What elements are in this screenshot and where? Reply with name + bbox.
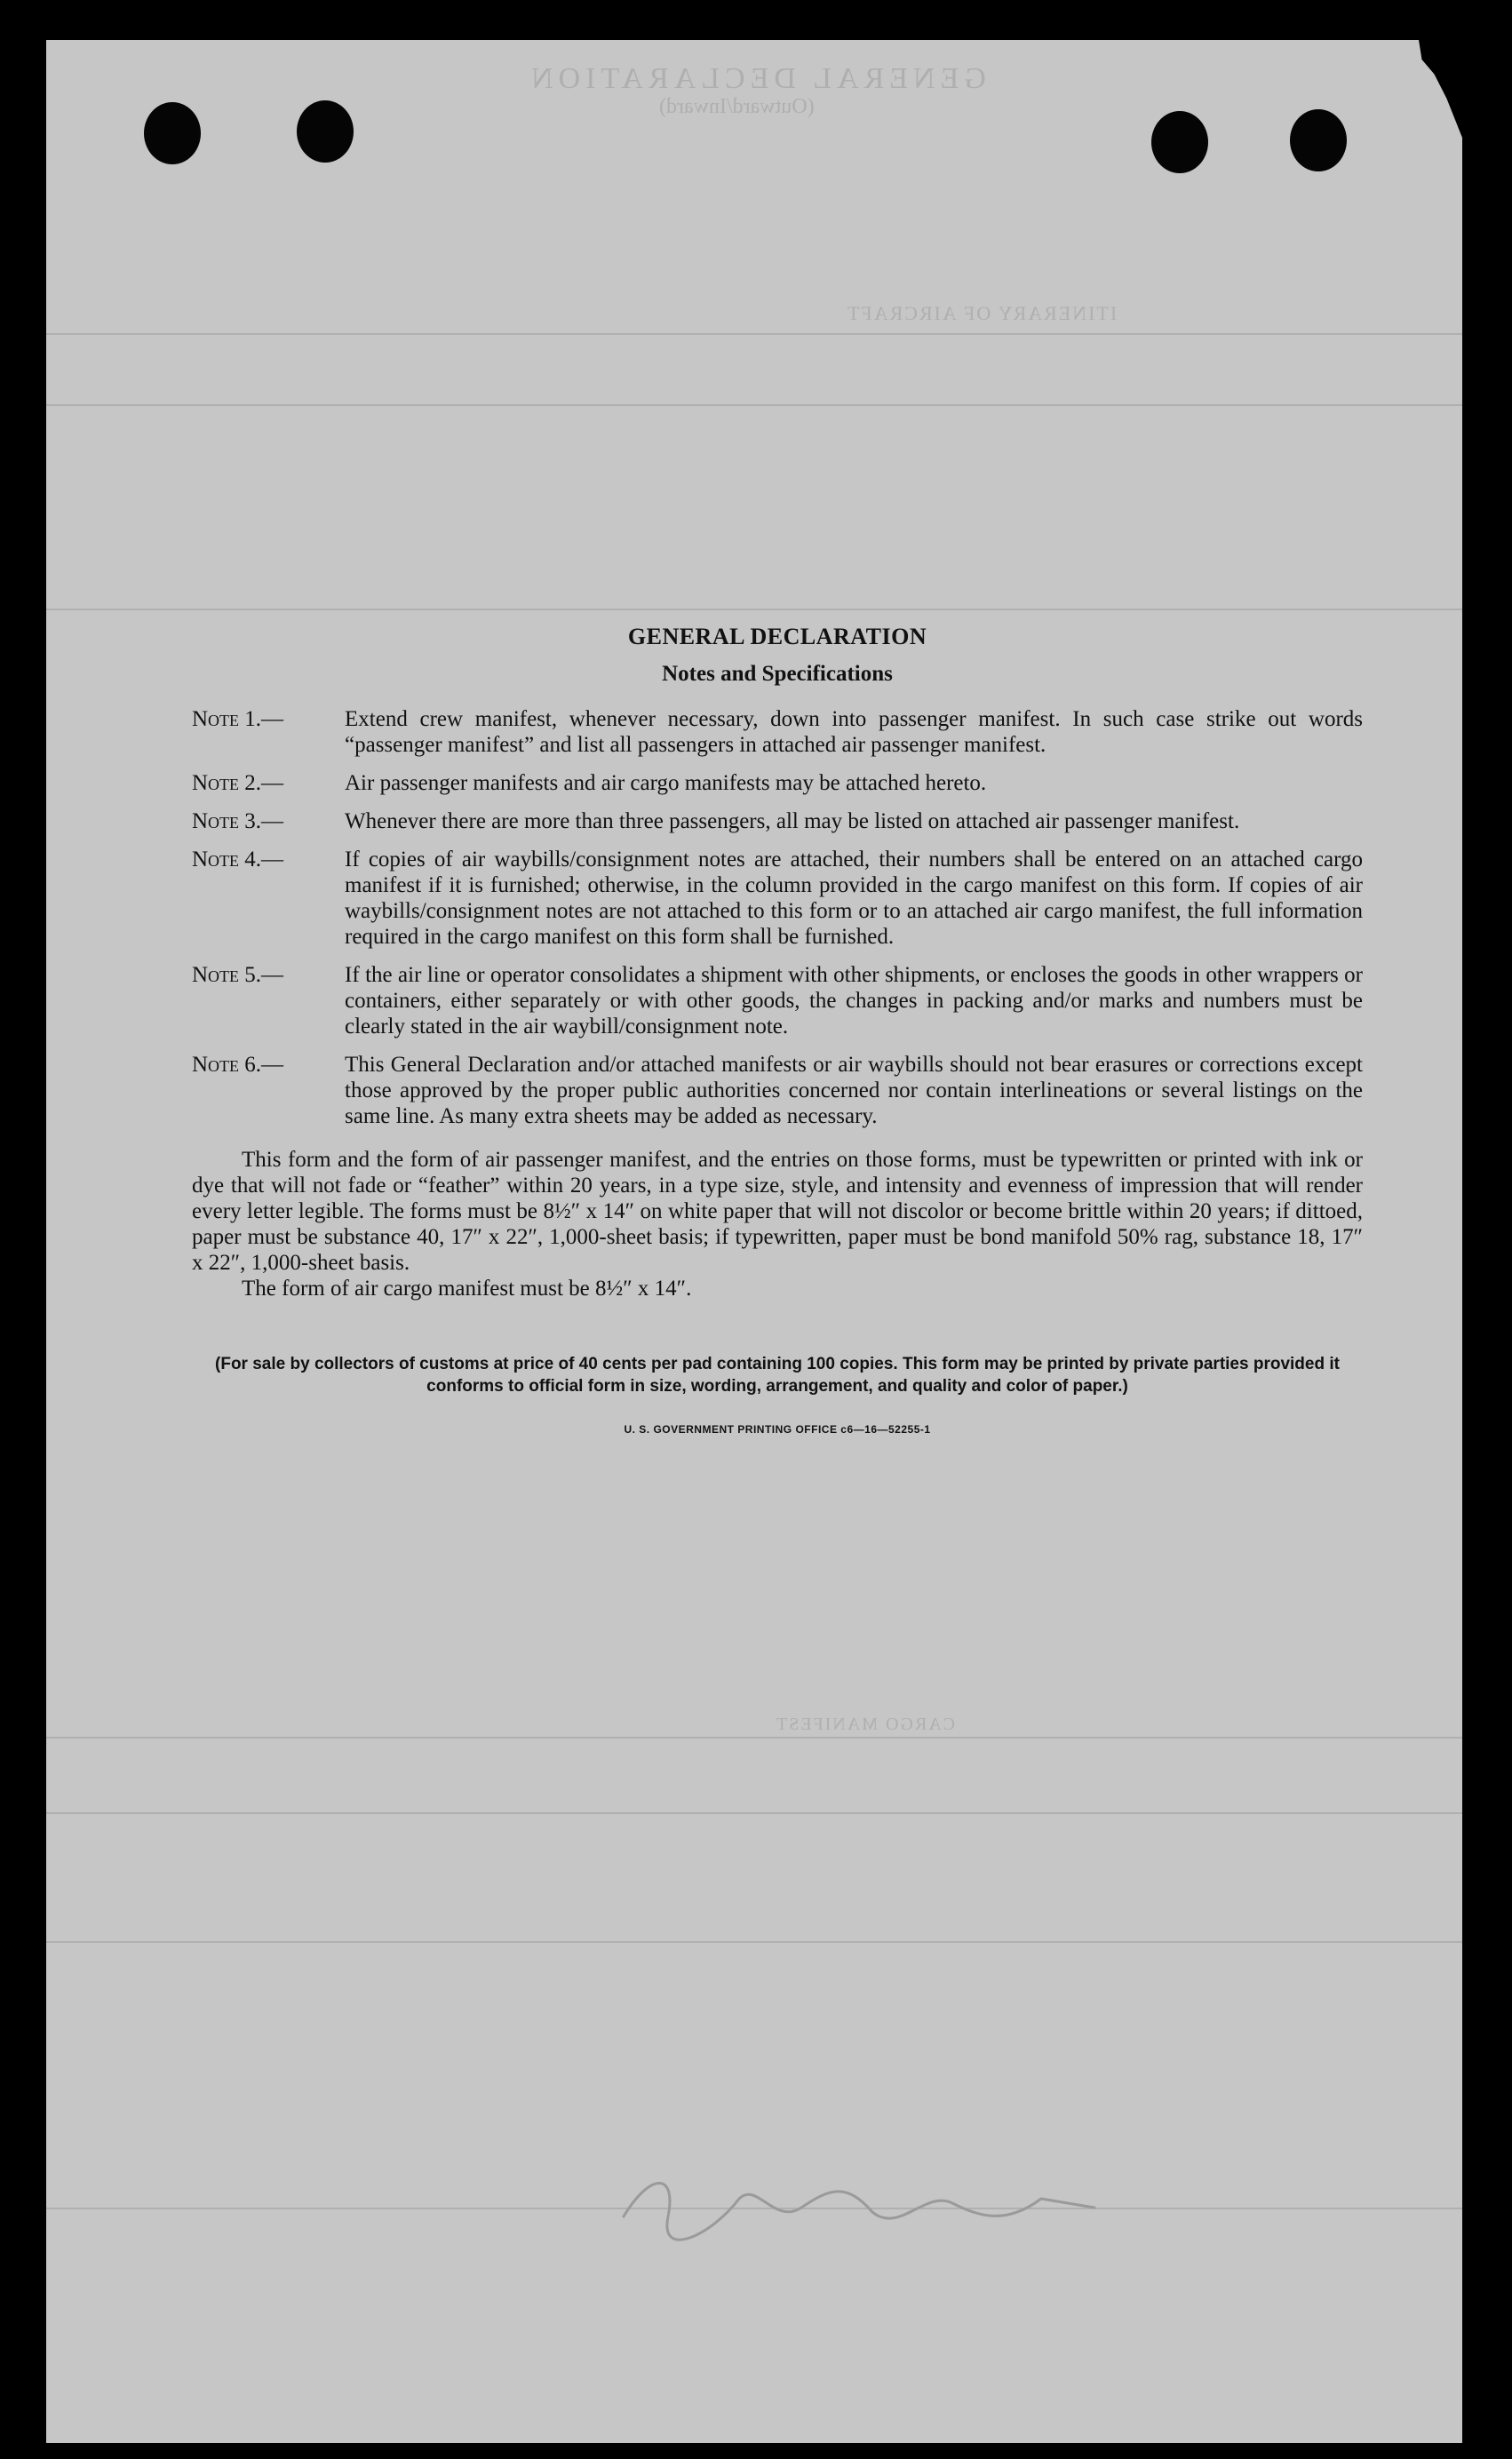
note-label: Note 2.— (192, 771, 284, 795)
note-text: Whenever there are more than three passengers, all may be listed on attached air passenger manifest. (345, 809, 1240, 833)
notes-section (192, 624, 1363, 1443)
note-3 (192, 808, 1363, 834)
note-1 (192, 706, 1363, 758)
bleed-rule-4 (46, 1737, 1462, 1739)
note-5 (192, 962, 1363, 1039)
bleed-rule-3 (46, 609, 1462, 610)
bleed-header-title: GENERAL DECLARATION (526, 62, 986, 95)
punch-hole-right (1151, 111, 1208, 173)
note-label: Note 6.— (192, 1053, 284, 1077)
signature-bleed (615, 2163, 1112, 2243)
note-text: If copies of air waybills/consignment notes are attached, their numbers shall be entered on an attached cargo manifest if it is furnished; otherwise, in the column provided in the cargo manifest on this form. If copies of air waybills/consignment notes are not attached to this form or to an attached air cargo manifest, the full information required in the cargo manifest on this form shall be furnished. (345, 848, 1363, 949)
note-label: Note 4.— (192, 848, 284, 871)
specification-paragraph: This form and the form of air passenger manifest, and the entries on those forms, must be typewritten or printed with ink or dye that will not fade or “feather” within 20 years, in a type size, style, and intensity and evenness of impression that will render every letter legible. The forms must be 8½″ x 14″ on white paper that will not discolor or become brittle within 20 years; if dittoed, paper must be substance 40, 17″ x 22″, 1,000-sheet basis; if typewritten, paper must be bond manifold 50% rag, substance 18, 17″ x 22″, 1,000-sheet basis. (192, 1148, 1363, 1275)
torn-corner (1400, 40, 1462, 138)
note-2 (192, 770, 1363, 796)
cargo-paragraph: The form of air cargo manifest must be 8½″ x 14″. (242, 1277, 692, 1301)
note-text: Air passenger manifests and air cargo manifests may be attached hereto. (345, 771, 987, 795)
bleed-itinerary: ITINERARY OF AIRCRAFT (846, 302, 1118, 324)
page-subtitle: Notes and Specifications (662, 662, 893, 686)
note-label: Note 1.— (192, 707, 284, 731)
printing-office-line: U. S. GOVERNMENT PRINTING OFFICE c6—16—52255-1 (624, 1423, 931, 1436)
sale-notice: (For sale by collectors of customs at price of 40 cents per pad containing 100 copies. This form may be printed by private parties provided it conforms to official form in size, wording, arrangement, and quality and color of paper.) (215, 1355, 1340, 1396)
note-text: If the air line or operator consolidates a shipment with other shipments, or encloses the goods in other wrappers or containers, either separately or with other goods, the changes in packing and/or marks and numbers must be clearly stated in the air waybill/consignment note. (345, 963, 1363, 1039)
punch-hole-center-left (297, 100, 354, 163)
note-text: Extend crew manifest, whenever necessary, down into passenger manifest. In such case strike out words “passenger manifest” and list all passengers in attached air passenger manifest. (345, 707, 1363, 757)
bleed-rule-6 (46, 1941, 1462, 1943)
note-6 (192, 1052, 1363, 1129)
punch-hole-left (144, 102, 201, 164)
page-title: GENERAL DECLARATION (627, 624, 927, 649)
bleed-rule-2 (46, 404, 1462, 406)
document-page (46, 40, 1462, 2443)
bleed-rule-5 (46, 1812, 1462, 1814)
note-4 (192, 847, 1363, 950)
note-label: Note 5.— (192, 963, 284, 987)
bleed-rule-1 (46, 333, 1462, 335)
note-text: This General Declaration and/or attached manifests or air waybills should not bear erasures or corrections except those approved by the proper public authorities concerned nor contain interlineations or several listings on the same line. As many extra sheets may be added as necessary. (345, 1053, 1363, 1128)
punch-hole-far-right (1290, 109, 1347, 171)
bleed-cargo-manifest: CARGO MANIFEST (775, 1715, 956, 1734)
note-label: Note 3.— (192, 809, 284, 833)
bleed-header-sub: (Outward/Inward) (659, 95, 815, 118)
